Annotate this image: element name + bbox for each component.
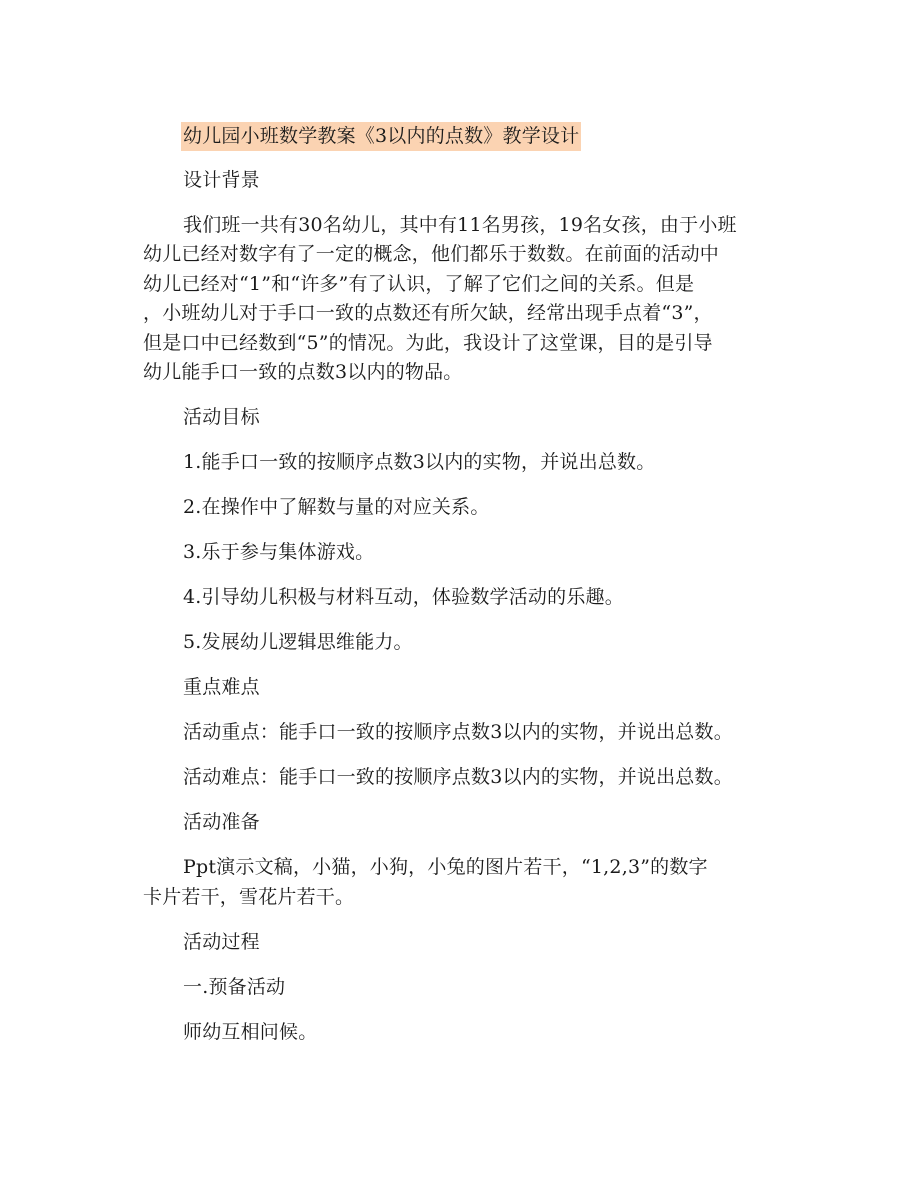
section-heading-preparation: 活动准备 — [183, 811, 260, 834]
background-line: 我们班一共有30名幼儿，其中有11名男孩，19名女孩，由于小班 — [183, 214, 737, 236]
goal-item: 5.发展幼儿逻辑思维能力。 — [183, 631, 413, 654]
background-paragraph — [143, 211, 783, 387]
preparation-line: Ppt演示文稿，小猫，小狗，小兔的图片若干，“1,2,3”的数字 — [183, 856, 708, 879]
background-line: ，小班幼儿对于手口一致的点数还有所欠缺，经常出现手点着“3”， — [143, 302, 713, 325]
goal-item: 2.在操作中了解数与量的对应关系。 — [183, 496, 490, 519]
section-heading-key-points: 重点难点 — [183, 676, 260, 699]
step-one-heading: 一.预备活动 — [183, 976, 286, 999]
background-line: 但是口中已经数到“5”的情况。为此，我设计了这堂课，目的是引导 — [143, 331, 713, 354]
section-heading-process: 活动过程 — [183, 931, 260, 954]
section-heading-goals: 活动目标 — [183, 406, 260, 429]
background-line: 幼儿能手口一致的点数3以内的物品。 — [143, 361, 463, 384]
document-title: 幼儿园小班数学教案《3以内的点数》教学设计 — [181, 122, 581, 151]
key-focus-text: 活动重点：能手口一致的按顺序点数3以内的实物，并说出总数。 — [183, 721, 733, 744]
goal-item: 1.能手口一致的按顺序点数3以内的实物，并说出总数。 — [183, 451, 656, 474]
background-line: 幼儿已经对“1”和“许多”有了认识，了解了它们之间的关系。但是 — [143, 272, 695, 295]
preparation-line: 卡片若干，雪花片若干。 — [143, 885, 355, 908]
document-content — [143, 122, 783, 1047]
section-heading-background: 设计背景 — [183, 169, 260, 191]
goal-item: 3.乐于参与集体游戏。 — [183, 541, 375, 564]
step-one-text: 师幼互相问候。 — [183, 1021, 318, 1044]
title-row — [143, 122, 783, 156]
preparation-paragraph — [143, 853, 783, 912]
key-difficulty-text: 活动难点：能手口一致的按顺序点数3以内的实物，并说出总数。 — [183, 766, 733, 789]
goal-item: 4.引导幼儿积极与材料互动，体验数学活动的乐趣。 — [183, 586, 624, 609]
background-line: 幼儿已经对数字有了一定的概念，他们都乐于数数。在前面的活动中 — [143, 243, 720, 266]
